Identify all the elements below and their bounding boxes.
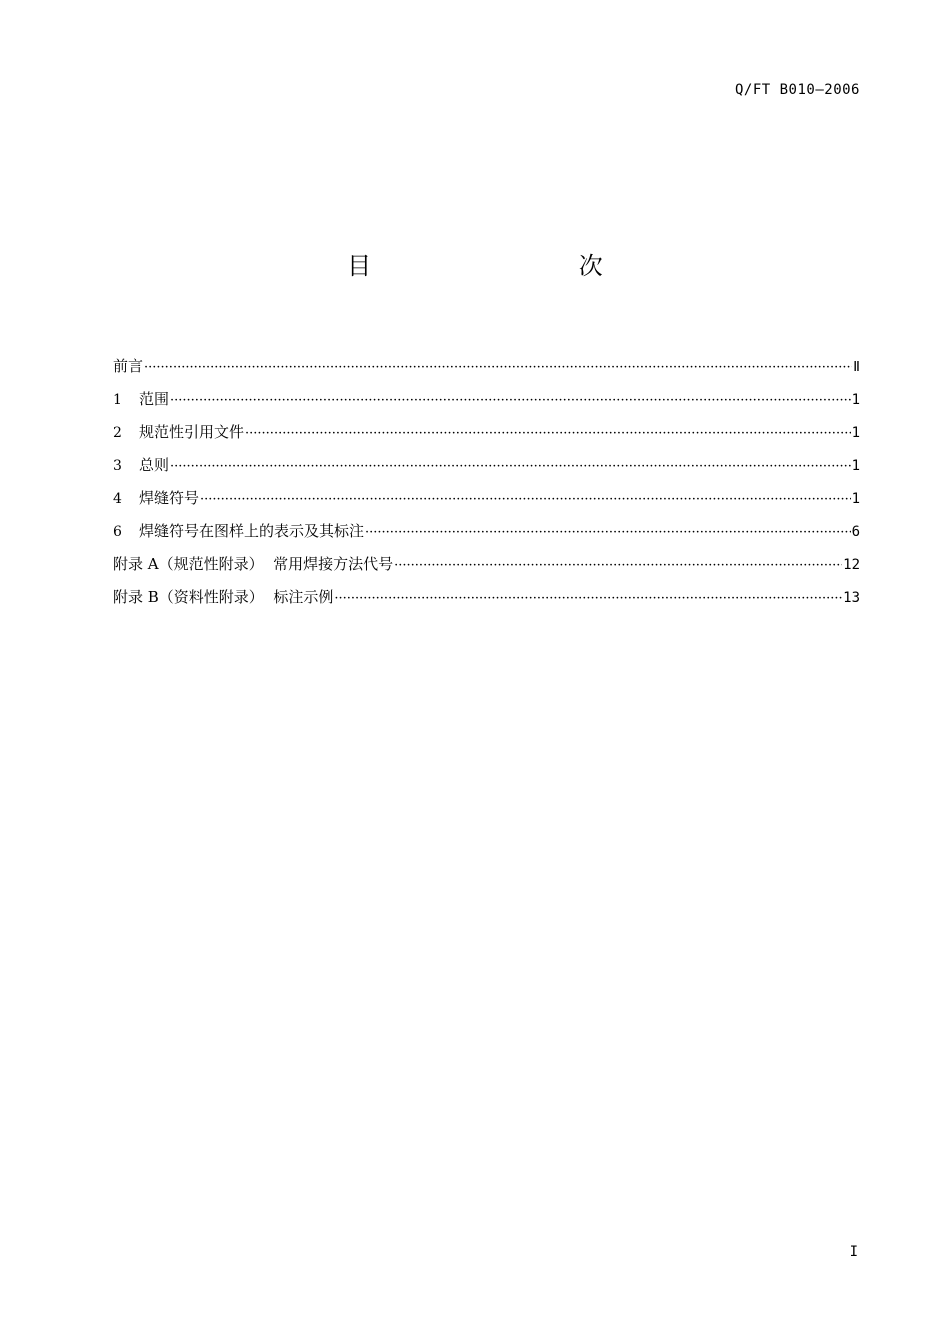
toc-entry-page: Ⅱ: [853, 359, 860, 375]
toc-entry-label: 前言: [113, 357, 144, 375]
toc-leader-dots: [170, 389, 851, 413]
page-number: I: [849, 1244, 858, 1260]
toc-entry-symbol-representation[interactable]: [113, 519, 860, 552]
toc-leader-dots: [245, 422, 851, 446]
toc-leader-dots: [144, 356, 852, 380]
toc-leader-dots: [394, 554, 842, 578]
toc-entry-label: 附录 A（规范性附录） 常用焊接方法代号: [113, 555, 394, 573]
toc-entry-number: 2: [113, 425, 122, 441]
toc-entry-label: 规范性引用文件: [139, 423, 245, 441]
toc-entry-scope[interactable]: [113, 387, 860, 420]
toc-entry-label: 附录 B（资料性附录） 标注示例: [113, 588, 334, 606]
toc-entry-label: 焊缝符号在图样上的表示及其标注: [139, 522, 365, 540]
toc-leader-dots: [200, 488, 851, 512]
toc-entry-page: 1: [851, 425, 860, 441]
toc-entry-weld-symbols[interactable]: [113, 486, 860, 519]
toc-entry-normative-references[interactable]: [113, 420, 860, 453]
toc-entry-appendix-a[interactable]: [113, 552, 860, 585]
toc-entry-label: 焊缝符号: [139, 489, 200, 507]
toc-entry-page: 12: [843, 557, 860, 573]
toc-entry-number: 4: [113, 491, 122, 507]
toc-title: 目 次: [347, 252, 703, 280]
toc-entry-label: 总则: [139, 456, 170, 474]
standard-code: Q/FT B010—2006: [734, 82, 860, 98]
toc-leader-dots: [365, 521, 851, 545]
toc-entry-foreword[interactable]: [113, 354, 860, 387]
toc-entry-page: 1: [851, 491, 860, 507]
table-of-contents: [113, 354, 860, 618]
toc-entry-number: 1: [113, 392, 122, 408]
toc-entry-page: 6: [851, 524, 860, 540]
toc-entry-label: 范围: [139, 390, 170, 408]
toc-entry-page: 1: [851, 458, 860, 474]
toc-leader-dots: [170, 455, 851, 479]
toc-entry-page: 1: [851, 392, 860, 408]
toc-entry-general[interactable]: [113, 453, 860, 486]
toc-leader-dots: [334, 587, 842, 611]
toc-entry-appendix-b[interactable]: [113, 585, 860, 618]
toc-entry-page: 13: [843, 590, 860, 606]
toc-entry-number: 6: [113, 524, 122, 540]
toc-entry-number: 3: [113, 458, 122, 474]
